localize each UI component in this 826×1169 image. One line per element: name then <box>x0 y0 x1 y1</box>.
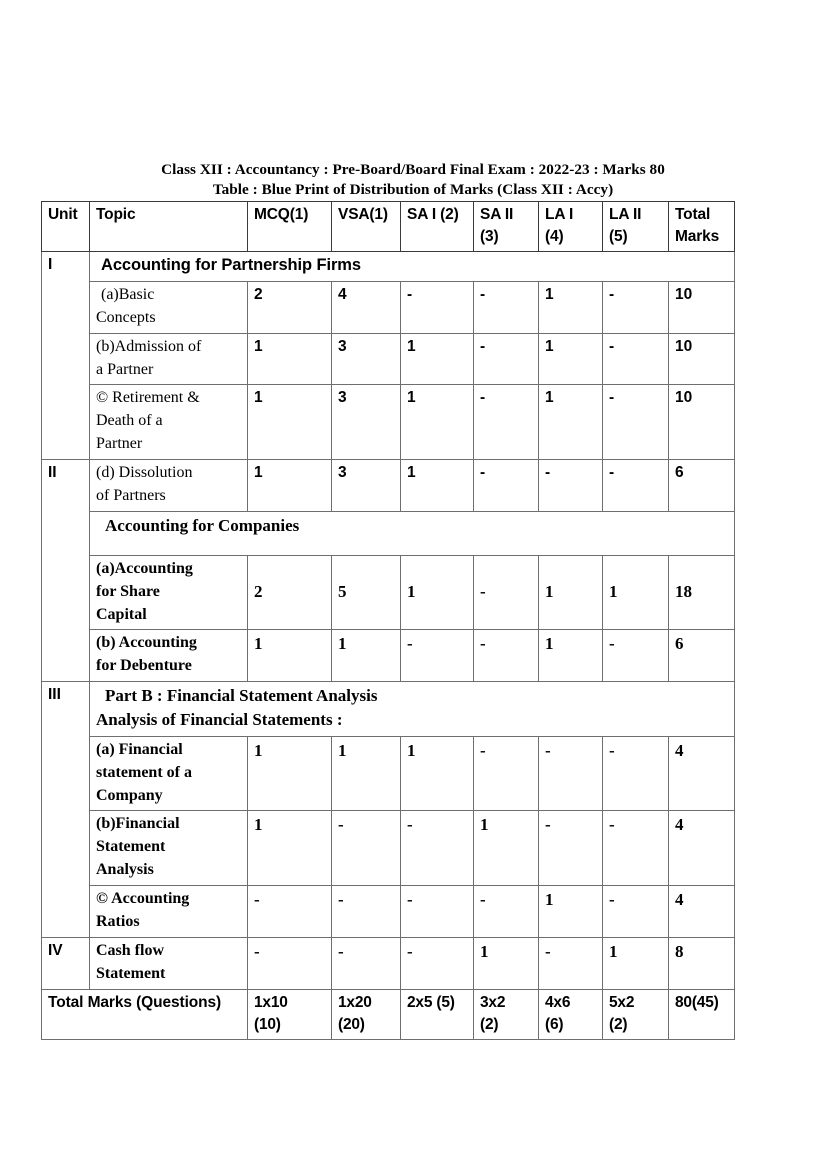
topic-line: (a)Basic <box>101 285 155 303</box>
title-line-1: Class XII : Accountancy : Pre-Board/Board Final Exam : 2022-23 : Marks 80 <box>161 161 665 178</box>
cell-vsa: - <box>332 811 401 886</box>
totals-mcq-line2: (10) <box>254 1015 281 1033</box>
cell-la2: - <box>603 385 669 460</box>
header-la2-line1: LA II <box>609 206 642 223</box>
cell-la2: 1 <box>603 555 669 630</box>
header-total-line2: Marks <box>675 228 720 246</box>
topic-cell <box>90 555 248 630</box>
topic-line: (b) Accounting <box>96 634 197 652</box>
cell-total: 6 <box>669 630 735 682</box>
cell-sa2: - <box>474 281 539 333</box>
topic-line: for Share <box>96 582 160 600</box>
cell-sa1: 1 <box>401 385 474 460</box>
cell-la2: 1 <box>603 937 669 989</box>
header-sa2-line1: SA II <box>480 206 514 223</box>
header-sa2-line2: (3) <box>480 228 499 246</box>
topic-cell <box>90 937 248 989</box>
cell-sa1: - <box>401 937 474 989</box>
totals-sa1 <box>401 989 474 1039</box>
totals-sa2-line1: 3x2 <box>480 993 506 1011</box>
header-topic: Topic <box>90 202 248 252</box>
topic-line: Statement <box>96 964 166 982</box>
table-header-row <box>42 202 735 252</box>
totals-mcq-line1: 1x10 <box>254 993 288 1011</box>
cell-la2: - <box>603 333 669 385</box>
topic-cell <box>90 886 248 938</box>
cell-mcq: - <box>248 886 332 938</box>
cell-la1: - <box>539 937 603 989</box>
cell-mcq: 1 <box>248 385 332 460</box>
table-row <box>42 811 735 886</box>
table-row <box>42 886 735 938</box>
cell-la2: - <box>603 886 669 938</box>
cell-la2: - <box>603 460 669 512</box>
table-row <box>42 630 735 682</box>
topic-line: a Partner <box>96 360 154 378</box>
cell-mcq: 1 <box>248 460 332 512</box>
cell-mcq: 1 <box>248 811 332 886</box>
cell-vsa: 5 <box>332 555 401 630</box>
totals-vsa-line2: (20) <box>338 1015 365 1033</box>
cell-vsa: 4 <box>332 281 401 333</box>
topic-line: Death of a <box>96 412 163 430</box>
cell-mcq: 1 <box>248 333 332 385</box>
header-total-marks <box>669 202 735 252</box>
table-row <box>42 937 735 989</box>
cell-vsa: 3 <box>332 333 401 385</box>
cell-total: 10 <box>669 281 735 333</box>
cell-total: 10 <box>669 333 735 385</box>
cell-la1: 1 <box>539 281 603 333</box>
cell-la1: 1 <box>539 630 603 682</box>
totals-vsa <box>332 989 401 1039</box>
totals-grand <box>669 989 735 1039</box>
document-title-block <box>0 160 826 199</box>
cell-sa2: 1 <box>474 937 539 989</box>
topic-line: Ratios <box>96 912 140 930</box>
unit-label-4: IV <box>42 937 90 989</box>
topic-line: © Accounting <box>96 890 190 907</box>
totals-la2 <box>603 989 669 1039</box>
section-title-part-b-line1: Part B : Financial Statement Analysis <box>105 686 378 706</box>
cell-la1: - <box>539 811 603 886</box>
section-title-part-b-line2: Analysis of Financial Statements : <box>96 710 343 730</box>
header-sa2 <box>474 202 539 252</box>
topic-line: statement of a <box>96 763 192 781</box>
topic-line: Partner <box>96 435 143 453</box>
cell-sa2: - <box>474 333 539 385</box>
header-total-line1: Total <box>675 206 711 223</box>
totals-mcq <box>248 989 332 1039</box>
topic-cell <box>90 736 248 811</box>
cell-la2: - <box>603 811 669 886</box>
section-header-part-b <box>90 682 735 737</box>
header-la1-line1: LA I <box>545 206 574 223</box>
cell-la1: 1 <box>539 333 603 385</box>
totals-la1-line1: 4x6 <box>545 993 571 1011</box>
totals-row <box>42 989 735 1039</box>
cell-vsa: - <box>332 886 401 938</box>
title-line-2: Table : Blue Print of Distribution of Marks (Class XII : Accy) <box>212 180 614 198</box>
header-la2-line2: (5) <box>609 228 628 246</box>
section-row-part-b <box>42 682 735 737</box>
cell-la1: - <box>539 460 603 512</box>
header-la1-line2: (4) <box>545 228 564 246</box>
section-header-partnership <box>90 252 735 282</box>
cell-la2: - <box>603 630 669 682</box>
cell-sa2: - <box>474 555 539 630</box>
topic-line: Concepts <box>96 308 156 326</box>
topic-line: (d) Dissolution <box>96 464 193 482</box>
unit-label-2: II <box>42 460 90 682</box>
cell-la2: - <box>603 736 669 811</box>
header-la2 <box>603 202 669 252</box>
totals-vsa-line1: 1x20 <box>338 993 372 1011</box>
table-row <box>42 281 735 333</box>
cell-mcq: 1 <box>248 630 332 682</box>
cell-mcq: 2 <box>248 281 332 333</box>
totals-la2-line1: 5x2 <box>609 993 635 1011</box>
table-row <box>42 555 735 630</box>
topic-line: (a)Accounting <box>96 559 193 577</box>
section-row-partnership <box>42 252 735 282</box>
header-mcq: MCQ(1) <box>248 202 332 252</box>
topic-line: (b)Financial <box>96 815 180 833</box>
topic-cell <box>90 630 248 682</box>
cell-sa2: - <box>474 736 539 811</box>
topic-cell <box>90 385 248 460</box>
cell-total: 10 <box>669 385 735 460</box>
cell-total: 4 <box>669 736 735 811</box>
unit-label-1: I <box>42 252 90 460</box>
cell-sa2: - <box>474 385 539 460</box>
cell-la1: - <box>539 736 603 811</box>
table-row <box>42 460 735 512</box>
table-row <box>42 333 735 385</box>
topic-cell <box>90 811 248 886</box>
totals-la1-line2: (6) <box>545 1015 564 1033</box>
topic-line: Analysis <box>96 861 154 879</box>
blueprint-table-wrapper <box>41 201 734 1040</box>
totals-grand-line1: 80(45) <box>675 993 719 1011</box>
topic-line: Cash flow <box>96 941 165 959</box>
topic-cell <box>90 460 248 512</box>
cell-mcq: 2 <box>248 555 332 630</box>
cell-la1: 1 <box>539 886 603 938</box>
header-unit: Unit <box>42 202 90 252</box>
cell-sa1: 1 <box>401 333 474 385</box>
cell-sa1: 1 <box>401 555 474 630</box>
cell-sa1: - <box>401 281 474 333</box>
totals-sa1-line1: 2x5 (5) <box>407 993 455 1011</box>
totals-la2-line2: (2) <box>609 1015 628 1033</box>
cell-sa1: 1 <box>401 460 474 512</box>
header-sa1: SA I (2) <box>401 202 474 252</box>
topic-line: (b)Admission of <box>96 337 202 355</box>
cell-la2: - <box>603 281 669 333</box>
section-title-partnership: Accounting for Partnership Firms <box>101 256 361 275</box>
header-la1 <box>539 202 603 252</box>
cell-sa2: - <box>474 630 539 682</box>
cell-la1: 1 <box>539 555 603 630</box>
cell-sa1: - <box>401 811 474 886</box>
cell-vsa: 1 <box>332 736 401 811</box>
totals-sa2-line2: (2) <box>480 1015 499 1033</box>
cell-total: 18 <box>669 555 735 630</box>
cell-sa2: - <box>474 886 539 938</box>
section-header-companies <box>90 511 735 555</box>
cell-la1: 1 <box>539 385 603 460</box>
cell-total: 4 <box>669 886 735 938</box>
topic-cell <box>90 281 248 333</box>
blueprint-table <box>41 201 735 1040</box>
section-title-companies: Accounting for Companies <box>105 515 300 535</box>
cell-vsa: 3 <box>332 460 401 512</box>
cell-sa1: 1 <box>401 736 474 811</box>
topic-cell <box>90 333 248 385</box>
topic-line: for Debenture <box>96 657 192 675</box>
topic-line: (a) Financial <box>96 740 183 758</box>
table-row <box>42 385 735 460</box>
topic-line: Capital <box>96 605 147 623</box>
table-row <box>42 736 735 811</box>
section-row-companies <box>42 511 735 555</box>
cell-sa2: 1 <box>474 811 539 886</box>
cell-mcq: 1 <box>248 736 332 811</box>
topic-line: Statement <box>96 838 166 856</box>
cell-sa1: - <box>401 630 474 682</box>
cell-vsa: 3 <box>332 385 401 460</box>
topic-line: Company <box>96 786 163 804</box>
cell-sa2: - <box>474 460 539 512</box>
cell-total: 8 <box>669 937 735 989</box>
totals-la1 <box>539 989 603 1039</box>
totals-sa2 <box>474 989 539 1039</box>
unit-label-3: III <box>42 682 90 938</box>
topic-line: © Retirement & <box>96 389 200 407</box>
cell-total: 4 <box>669 811 735 886</box>
totals-label: Total Marks (Questions) <box>42 989 248 1039</box>
cell-mcq: - <box>248 937 332 989</box>
header-vsa: VSA(1) <box>332 202 401 252</box>
cell-total: 6 <box>669 460 735 512</box>
topic-line: of Partners <box>96 486 166 504</box>
cell-vsa: 1 <box>332 630 401 682</box>
cell-vsa: - <box>332 937 401 989</box>
cell-sa1: - <box>401 886 474 938</box>
